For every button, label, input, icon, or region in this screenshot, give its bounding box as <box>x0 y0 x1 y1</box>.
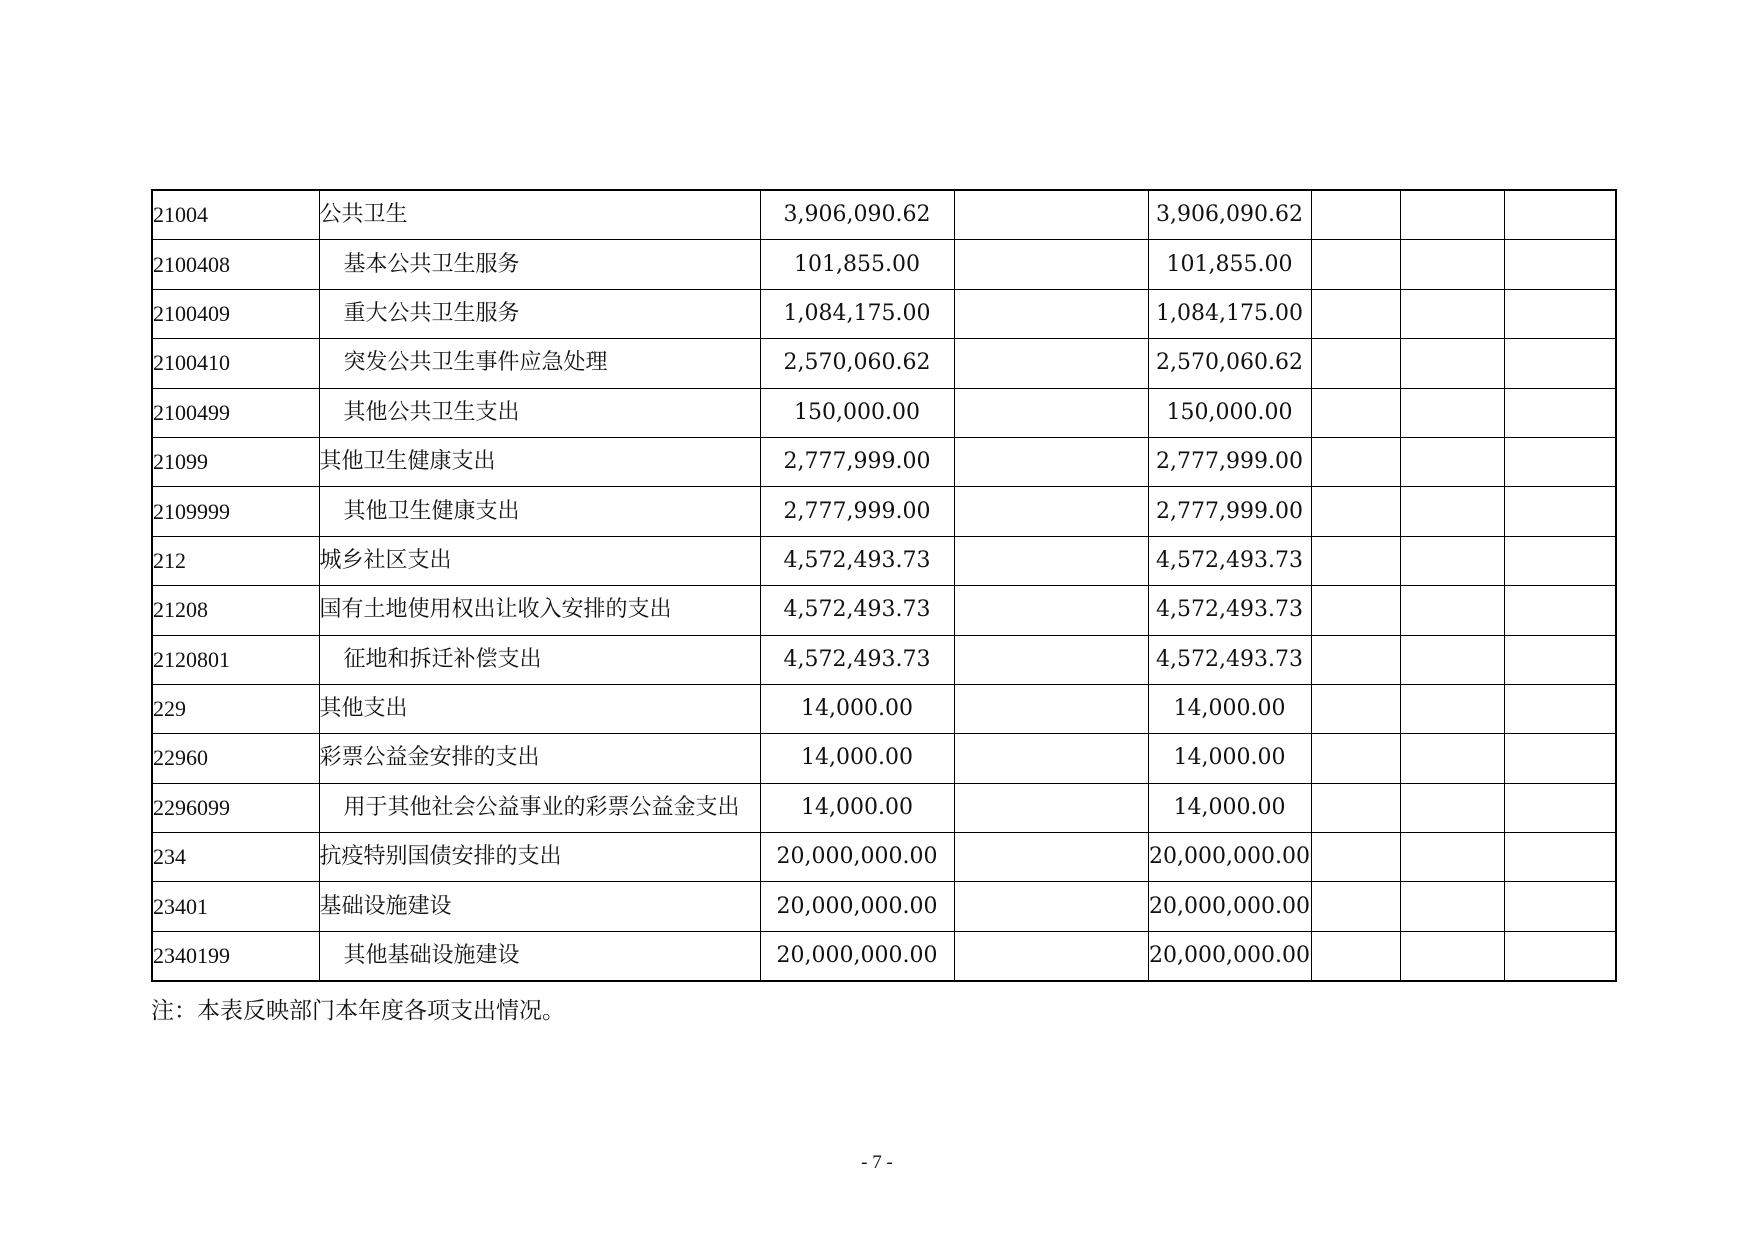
table-row <box>152 833 1616 882</box>
account-code-cell: 234 <box>152 833 319 882</box>
account-code-cell: 22960 <box>152 734 319 783</box>
total-amount-cell: 150,000.00 <box>760 388 954 437</box>
empty-cell <box>1400 882 1504 931</box>
project-expense-cell: 14,000.00 <box>1148 684 1311 733</box>
empty-cell <box>1311 635 1400 684</box>
account-name-cell: 基本公共卫生服务 <box>319 240 760 289</box>
account-code-cell: 2100408 <box>152 240 319 289</box>
account-code-cell: 2109999 <box>152 487 319 536</box>
total-amount-cell: 3,906,090.62 <box>760 190 954 240</box>
account-name-cell: 其他卫生健康支出 <box>319 487 760 536</box>
empty-cell <box>1400 931 1504 981</box>
empty-cell <box>1311 339 1400 388</box>
account-name-cell: 基础设施建设 <box>319 882 760 931</box>
empty-cell <box>1504 190 1616 240</box>
project-expense-cell: 4,572,493.73 <box>1148 635 1311 684</box>
basic-expense-cell <box>954 536 1148 585</box>
table-row <box>152 734 1616 783</box>
account-code-cell: 2120801 <box>152 635 319 684</box>
empty-cell <box>1311 289 1400 338</box>
total-amount-cell: 2,777,999.00 <box>760 437 954 486</box>
basic-expense-cell <box>954 684 1148 733</box>
table-row <box>152 289 1616 338</box>
empty-cell <box>1400 833 1504 882</box>
table-body <box>152 190 1616 981</box>
basic-expense-cell <box>954 931 1148 981</box>
account-name-cell: 其他支出 <box>319 684 760 733</box>
basic-expense-cell <box>954 487 1148 536</box>
account-code-cell: 212 <box>152 536 319 585</box>
basic-expense-cell <box>954 734 1148 783</box>
empty-cell <box>1400 783 1504 832</box>
project-expense-cell: 1,084,175.00 <box>1148 289 1311 338</box>
total-amount-cell: 4,572,493.73 <box>760 586 954 635</box>
total-amount-cell: 20,000,000.00 <box>760 833 954 882</box>
account-code-cell: 2296099 <box>152 783 319 832</box>
empty-cell <box>1400 635 1504 684</box>
total-amount-cell: 4,572,493.73 <box>760 536 954 585</box>
account-name-cell: 其他公共卫生支出 <box>319 388 760 437</box>
basic-expense-cell <box>954 388 1148 437</box>
empty-cell <box>1504 536 1616 585</box>
empty-cell <box>1504 437 1616 486</box>
total-amount-cell: 14,000.00 <box>760 684 954 733</box>
account-name-cell: 抗疫特别国债安排的支出 <box>319 833 760 882</box>
project-expense-cell: 20,000,000.00 <box>1148 882 1311 931</box>
project-expense-cell: 3,906,090.62 <box>1148 190 1311 240</box>
empty-cell <box>1504 388 1616 437</box>
empty-cell <box>1311 536 1400 585</box>
empty-cell <box>1504 586 1616 635</box>
empty-cell <box>1311 437 1400 486</box>
total-amount-cell: 14,000.00 <box>760 783 954 832</box>
empty-cell <box>1311 190 1400 240</box>
empty-cell <box>1504 931 1616 981</box>
project-expense-cell: 4,572,493.73 <box>1148 586 1311 635</box>
basic-expense-cell <box>954 190 1148 240</box>
table-row <box>152 437 1616 486</box>
empty-cell <box>1400 487 1504 536</box>
empty-cell <box>1311 734 1400 783</box>
empty-cell <box>1400 734 1504 783</box>
empty-cell <box>1311 931 1400 981</box>
basic-expense-cell <box>954 882 1148 931</box>
table-row <box>152 339 1616 388</box>
account-code-cell: 229 <box>152 684 319 733</box>
total-amount-cell: 20,000,000.00 <box>760 882 954 931</box>
empty-cell <box>1400 289 1504 338</box>
expenditure-table <box>151 189 1617 982</box>
account-code-cell: 2100410 <box>152 339 319 388</box>
table-note: 注：本表反映部门本年度各项支出情况。 <box>151 998 565 1024</box>
account-name-cell: 其他基础设施建设 <box>319 931 760 981</box>
empty-cell <box>1311 783 1400 832</box>
basic-expense-cell <box>954 783 1148 832</box>
table-row <box>152 487 1616 536</box>
empty-cell <box>1400 190 1504 240</box>
empty-cell <box>1400 388 1504 437</box>
account-code-cell: 2100499 <box>152 388 319 437</box>
project-expense-cell: 14,000.00 <box>1148 783 1311 832</box>
empty-cell <box>1311 684 1400 733</box>
project-expense-cell: 2,570,060.62 <box>1148 339 1311 388</box>
account-code-cell: 21099 <box>152 437 319 486</box>
project-expense-cell: 14,000.00 <box>1148 734 1311 783</box>
table-row <box>152 882 1616 931</box>
account-code-cell: 21004 <box>152 190 319 240</box>
total-amount-cell: 14,000.00 <box>760 734 954 783</box>
total-amount-cell: 4,572,493.73 <box>760 635 954 684</box>
empty-cell <box>1504 635 1616 684</box>
project-expense-cell: 101,855.00 <box>1148 240 1311 289</box>
basic-expense-cell <box>954 339 1148 388</box>
empty-cell <box>1311 833 1400 882</box>
table-row <box>152 388 1616 437</box>
empty-cell <box>1504 833 1616 882</box>
account-name-cell: 其他卫生健康支出 <box>319 437 760 486</box>
total-amount-cell: 20,000,000.00 <box>760 931 954 981</box>
table-row <box>152 190 1616 240</box>
basic-expense-cell <box>954 586 1148 635</box>
total-amount-cell: 2,570,060.62 <box>760 339 954 388</box>
account-name-cell: 城乡社区支出 <box>319 536 760 585</box>
empty-cell <box>1400 536 1504 585</box>
empty-cell <box>1311 882 1400 931</box>
account-name-cell: 征地和拆迁补偿支出 <box>319 635 760 684</box>
empty-cell <box>1400 586 1504 635</box>
empty-cell <box>1311 240 1400 289</box>
table-row <box>152 931 1616 981</box>
account-code-cell: 23401 <box>152 882 319 931</box>
total-amount-cell: 2,777,999.00 <box>760 487 954 536</box>
total-amount-cell: 101,855.00 <box>760 240 954 289</box>
empty-cell <box>1504 684 1616 733</box>
empty-cell <box>1400 684 1504 733</box>
empty-cell <box>1504 734 1616 783</box>
account-name-cell: 彩票公益金安排的支出 <box>319 734 760 783</box>
table-row <box>152 240 1616 289</box>
basic-expense-cell <box>954 635 1148 684</box>
basic-expense-cell <box>954 437 1148 486</box>
project-expense-cell: 20,000,000.00 <box>1148 833 1311 882</box>
empty-cell <box>1504 783 1616 832</box>
account-name-cell: 用于其他社会公益事业的彩票公益金支出 <box>319 783 760 832</box>
empty-cell <box>1311 388 1400 437</box>
project-expense-cell: 20,000,000.00 <box>1148 931 1311 981</box>
table-row <box>152 783 1616 832</box>
basic-expense-cell <box>954 240 1148 289</box>
account-name-cell: 突发公共卫生事件应急处理 <box>319 339 760 388</box>
project-expense-cell: 150,000.00 <box>1148 388 1311 437</box>
account-code-cell: 21208 <box>152 586 319 635</box>
page-number: - 7 - <box>861 1152 893 1173</box>
account-name-cell: 公共卫生 <box>319 190 760 240</box>
table-row <box>152 536 1616 585</box>
account-name-cell: 国有土地使用权出让收入安排的支出 <box>319 586 760 635</box>
total-amount-cell: 1,084,175.00 <box>760 289 954 338</box>
empty-cell <box>1504 289 1616 338</box>
empty-cell <box>1504 487 1616 536</box>
empty-cell <box>1504 882 1616 931</box>
empty-cell <box>1504 240 1616 289</box>
empty-cell <box>1311 487 1400 536</box>
table-row <box>152 586 1616 635</box>
project-expense-cell: 4,572,493.73 <box>1148 536 1311 585</box>
account-code-cell: 2340199 <box>152 931 319 981</box>
empty-cell <box>1400 437 1504 486</box>
basic-expense-cell <box>954 833 1148 882</box>
basic-expense-cell <box>954 289 1148 338</box>
empty-cell <box>1400 339 1504 388</box>
empty-cell <box>1400 240 1504 289</box>
project-expense-cell: 2,777,999.00 <box>1148 487 1311 536</box>
table-row <box>152 635 1616 684</box>
project-expense-cell: 2,777,999.00 <box>1148 437 1311 486</box>
account-name-cell: 重大公共卫生服务 <box>319 289 760 338</box>
empty-cell <box>1311 586 1400 635</box>
table-row <box>152 684 1616 733</box>
empty-cell <box>1504 339 1616 388</box>
account-code-cell: 2100409 <box>152 289 319 338</box>
